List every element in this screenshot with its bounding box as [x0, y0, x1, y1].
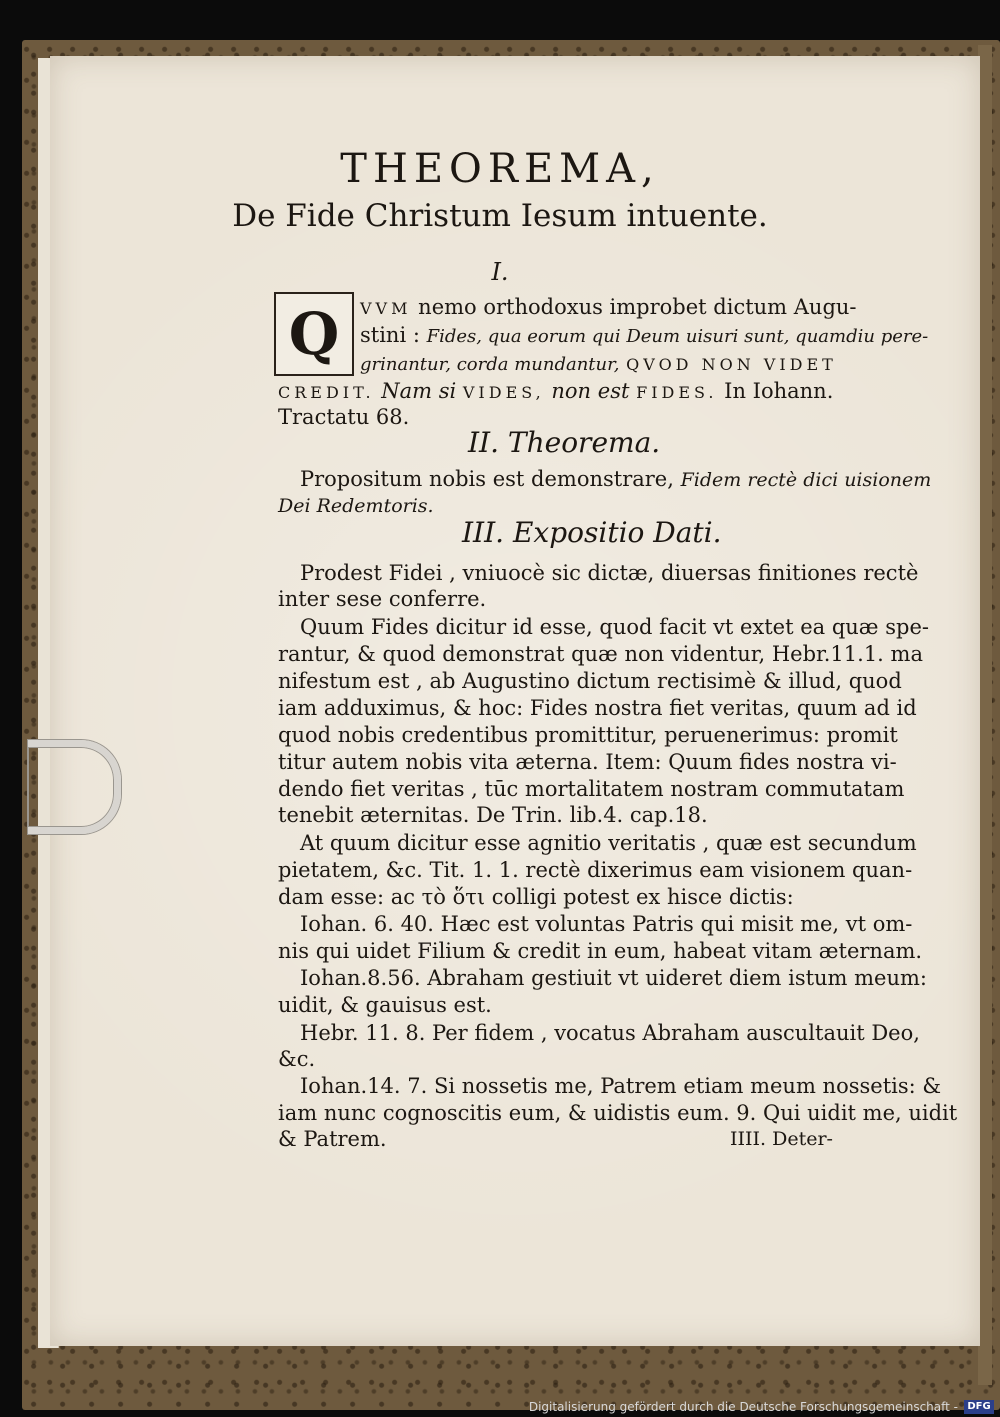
- decorated-initial: [274, 292, 354, 376]
- body-line: &c.: [278, 1047, 316, 1071]
- body-line: dendo fiet veritas , tūc mortalitatem nostram commutatam: [278, 777, 905, 801]
- para1-text: stini :: [360, 323, 427, 347]
- body-line: rantur, & quod demonstrat quæ non videntur, Hebr.11.1. ma: [278, 642, 923, 666]
- body-line: nifestum est , ab Augustino dictum rectisimè & illud, quod: [278, 669, 902, 693]
- body-line: At quum dicitur esse agnitio veritatis , quæ est secundum: [300, 831, 917, 855]
- body-line: quod nobis credentibus promittitur, peruenerimus: promit: [278, 723, 898, 747]
- para2-line1: [300, 466, 931, 493]
- para1-smallcaps: FIDES.: [636, 383, 718, 402]
- body-line: Iohan.8.56. Abraham gestiuit vt uideret diem istum meum:: [300, 966, 927, 990]
- para1-italic: grinantur, corda mundantur,: [360, 354, 620, 375]
- para1-line5: Tractatu 68.: [278, 405, 410, 429]
- body-line: Iohan. 6. 40. Hæc est voluntas Patris qui misit me, vt om-: [300, 912, 913, 936]
- para2-italic: Fidem rectè dici uisionem: [680, 469, 932, 491]
- dfg-logo: DFG: [964, 1400, 994, 1414]
- body-line: Quum Fides dicitur id esse, quod facit vt extet ea quæ spe-: [300, 615, 929, 639]
- initial-letter: Q: [288, 300, 340, 368]
- para1-text: nemo orthodoxus improbet dictum Augu-: [411, 295, 857, 319]
- body-line: tenebit æternitas. De Trin. lib.4. cap.18.: [278, 803, 708, 827]
- footer-credit-text: Digitalisierung gefördert durch die Deutsche Forschungsgemeinschaft -: [528, 1400, 958, 1414]
- body-line: Prodest Fidei , vniuocè sic dictæ, diuersas finitiones rectè: [300, 561, 919, 585]
- body-line: dam esse: ac τὸ ὅτι colligi potest ex hisce dictis:: [278, 885, 794, 909]
- para1-line1: [360, 294, 857, 322]
- para1-text: In Iohann.: [717, 379, 834, 403]
- body-line: Iohan.14. 7. Si nossetis me, Patrem etiam meum nossetis: &: [300, 1074, 942, 1098]
- para1-italic: Nam si: [374, 379, 463, 403]
- section-numeral: I.: [491, 258, 509, 286]
- body-line-last: & Patrem.: [278, 1127, 387, 1151]
- page-subtitle: De Fide Christum Iesum intuente.: [232, 198, 768, 234]
- para1-italic: non est: [544, 379, 637, 403]
- body-line: pietatem, &c. Tit. 1. 1. rectè dixerimus eam visionem quan-: [278, 858, 913, 882]
- para1-line3: [360, 350, 837, 378]
- body-line: inter sese conferre.: [278, 587, 487, 611]
- heading-expositio: III. Expositio Dati.: [462, 516, 722, 549]
- para1-smallcaps: VIDES,: [462, 383, 545, 402]
- body-line: nis qui uidet Filium & credit in eum, habeat vitam æternam.: [278, 939, 923, 963]
- para2-line2: Dei Redemtoris.: [278, 495, 434, 517]
- para1-smallcaps: VVM: [360, 299, 412, 318]
- heading-theorema: II. Theorema.: [468, 426, 661, 459]
- body-line: titur autem nobis vita æterna. Item: Quum fides nostra vi-: [278, 750, 897, 774]
- para1-smallcaps: CREDIT.: [278, 383, 375, 402]
- para1-smallcaps: QVOD NON VIDET: [626, 355, 837, 374]
- para1-line2: [360, 322, 928, 350]
- body-line: iam adduximus, & hoc: Fides nostra fiet veritas, quum ad id: [278, 696, 917, 720]
- body-line: uidit, & gauisus est.: [278, 993, 492, 1017]
- footer-credit-bar: [0, 1398, 1000, 1417]
- para1-line4: [278, 378, 833, 406]
- catchword: IIII. Deter-: [730, 1128, 833, 1150]
- page-title: THEOREMA,: [340, 146, 660, 192]
- body-line: iam nunc cognoscitis eum, & uidistis eum. 9. Qui uidit me, uidit: [278, 1101, 958, 1125]
- para1-italic: Fides, qua eorum qui Deum uisuri sunt, quamdiu pere-: [426, 326, 929, 347]
- para2-text: Propositum nobis est demonstrare,: [300, 467, 681, 491]
- body-line: Hebr. 11. 8. Per fidem , vocatus Abraham auscultauit Deo,: [300, 1021, 920, 1045]
